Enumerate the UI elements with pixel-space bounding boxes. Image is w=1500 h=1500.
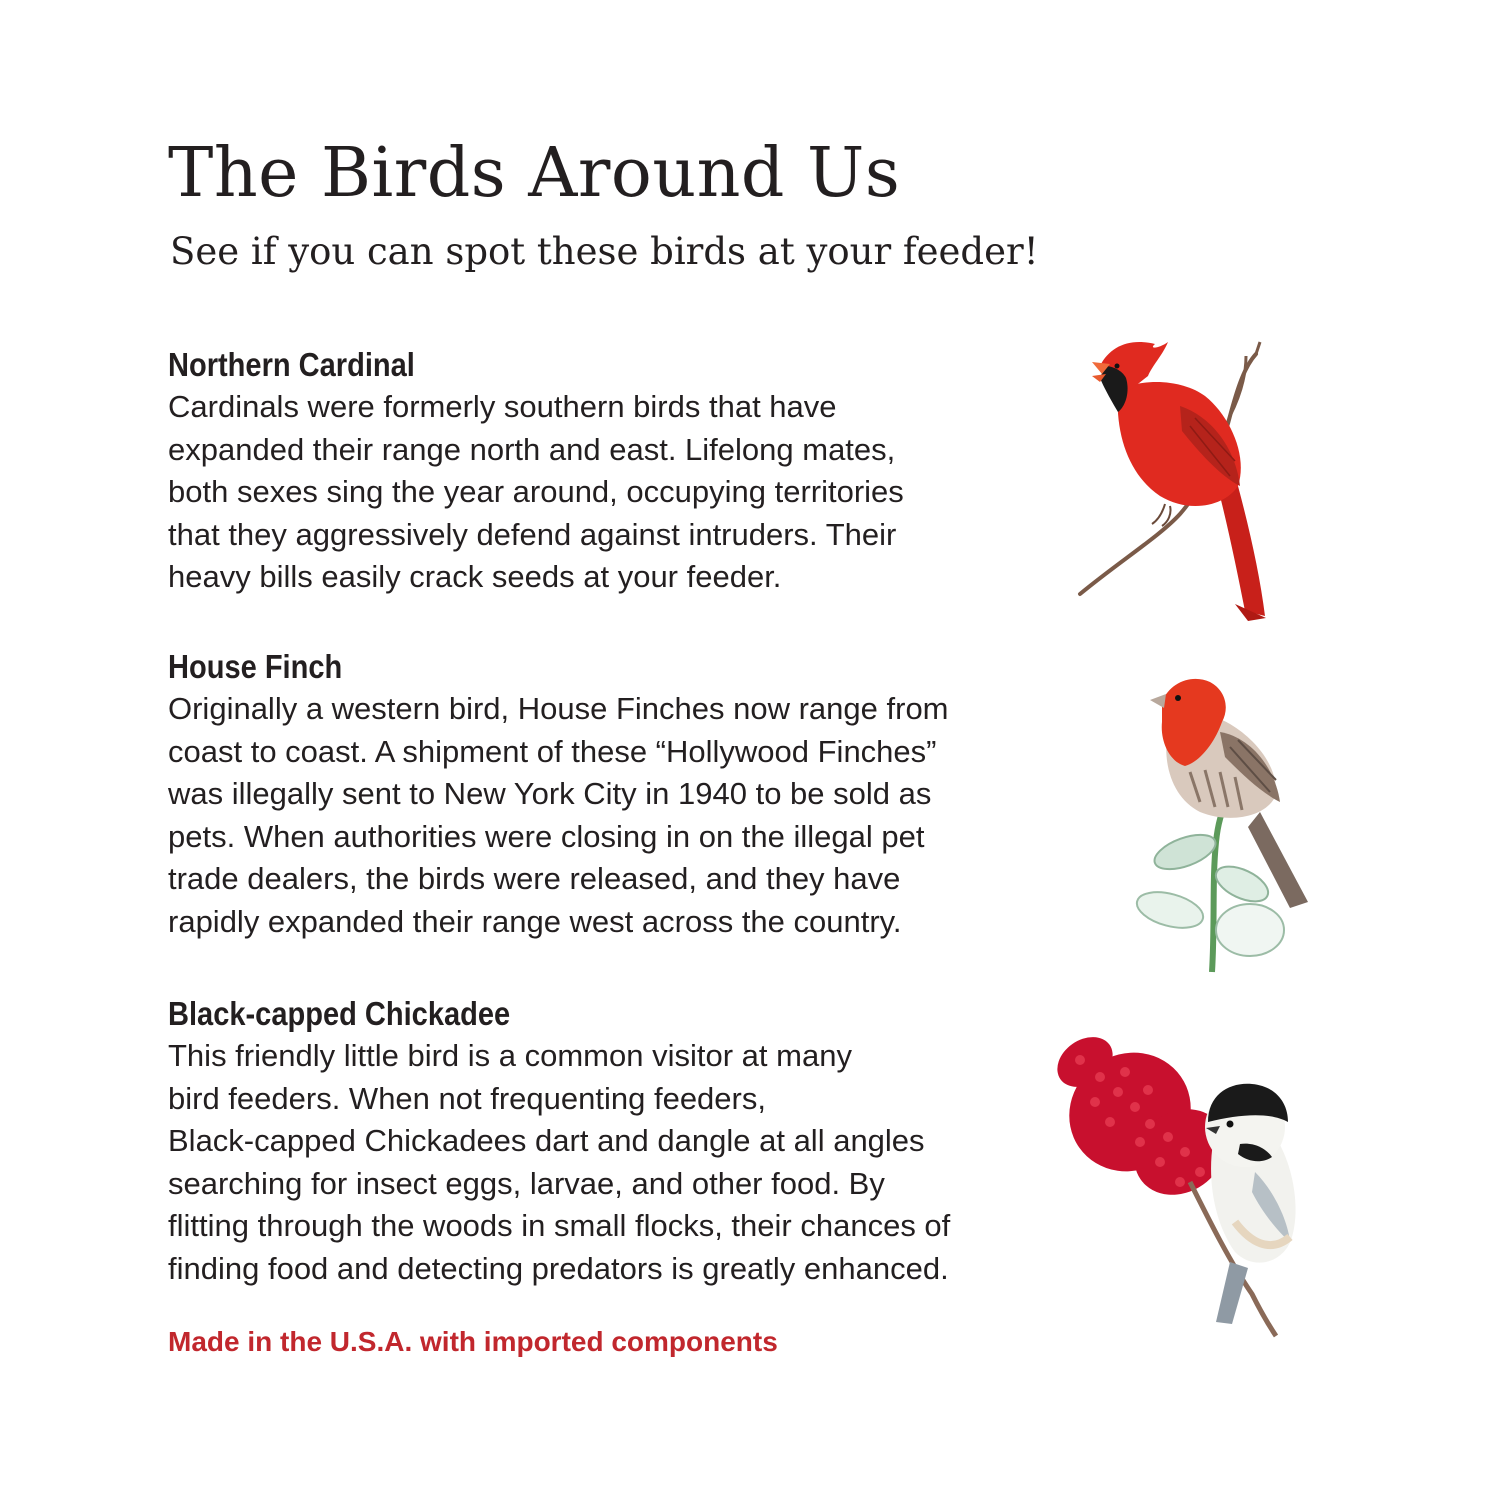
bird-name: Black-capped Chickadee [168, 995, 511, 1032]
bird-description: This friendly little bird is a common visitor at many bird feeders. When not frequenting feeders, Black-capped Chickadees dart and dangle at all angles searching for insect eggs, larvae, and other food. By flitting through the woods in small flocks, their chances of finding food and detecting predators is greatly enhanced. [168, 1038, 951, 1286]
page-title: The Birds Around Us [168, 134, 901, 213]
bird-description: Originally a western bird, House Finches now range from coast to coast. A shipment of these “Hollywood Finches” was illegally sent to New York City in 1940 to be sold as pets. When authorities were closing in on the illegal pet trade dealers, the birds were released, and they have rapidly expanded their range west across the country. [168, 691, 949, 939]
cardinal-illustration [1070, 336, 1290, 626]
bird-section-northern-cardinal [168, 344, 1068, 599]
bird-section-black-capped-chickadee [168, 993, 1128, 1290]
page-subtitle: See if you can spot these birds at your feeder! [170, 230, 1039, 273]
bird-description: Cardinals were formerly southern birds that have expanded their range north and east. Lifelong mates, both sexes sing the year around, occupying territories that they aggressively defend against intruders. Their heavy bills easily crack seeds at your feeder. [168, 389, 904, 594]
chickadee-illustration [1040, 1032, 1320, 1342]
made-in-usa-note: Made in the U.S.A. with imported components [168, 1326, 778, 1357]
house-finch-illustration [1130, 662, 1330, 992]
bird-section-house-finch [168, 646, 1128, 943]
bird-name: House Finch [168, 648, 343, 685]
bird-name: Northern Cardinal [168, 346, 415, 383]
